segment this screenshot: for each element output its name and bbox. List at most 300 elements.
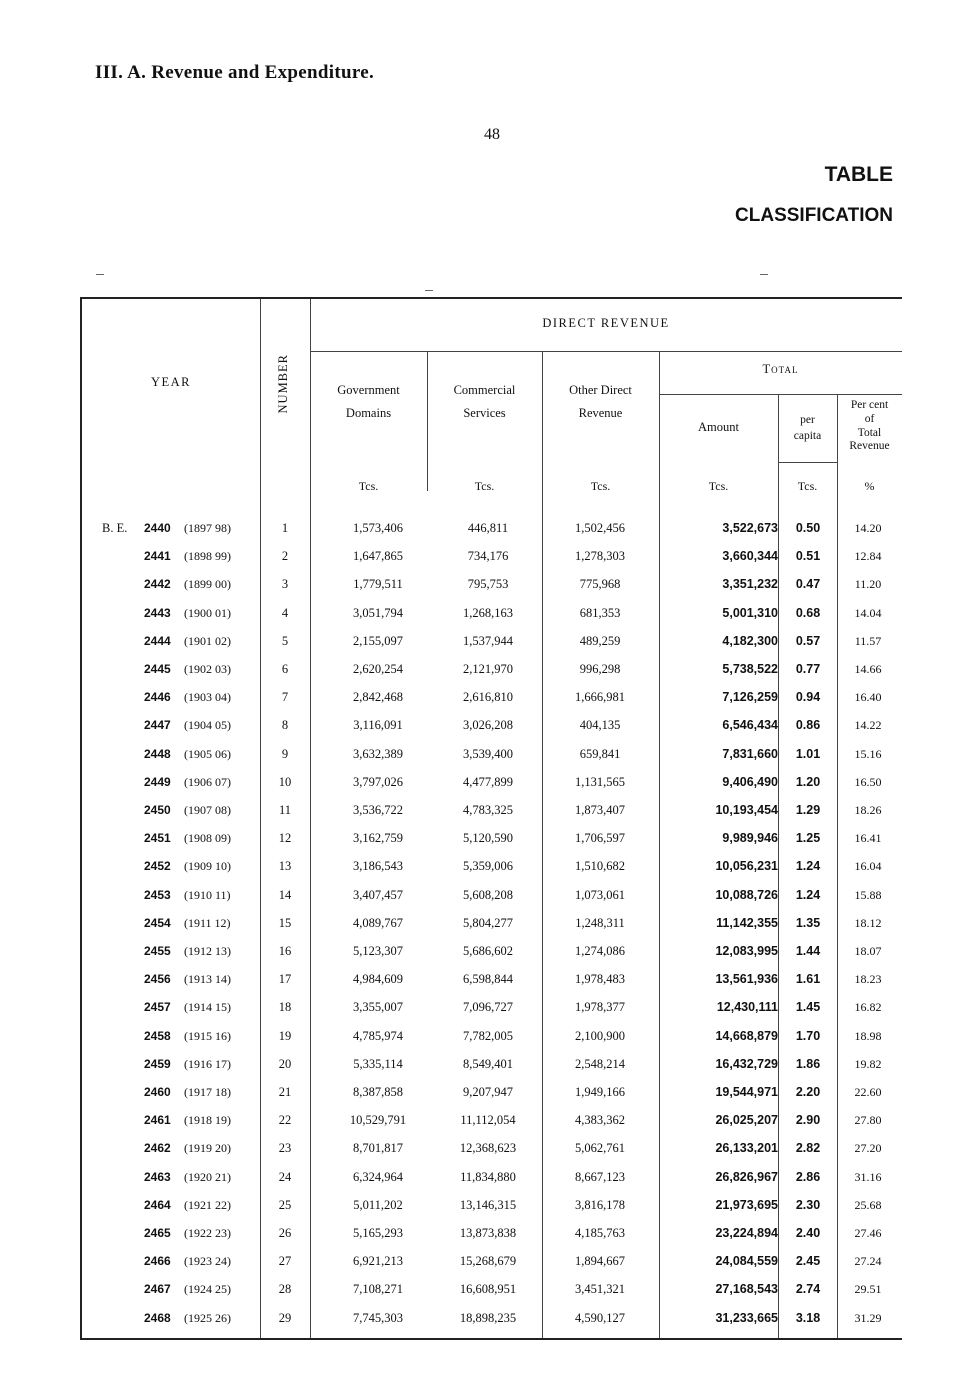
per-capita-line2: capita (793, 429, 822, 442)
government-domains-cell: 8,701,817 (353, 1141, 403, 1156)
other-direct-revenue-cell: 8,667,123 (575, 1169, 625, 1184)
commercial-services-cell: 446,811 (467, 521, 509, 535)
number-cell: 19 (278, 1028, 292, 1043)
percent-header (837, 399, 902, 454)
per-capita-cell: 0.47 (795, 577, 821, 592)
commercial-services-cell: 4,477,899 (463, 774, 513, 789)
ad-year-cell: (1910 11) (184, 887, 231, 902)
ad-year-cell: (1900 01) (184, 605, 231, 620)
commercial-services-cell: 5,804,277 (463, 915, 513, 930)
percent-total-cell: 18.12 (854, 915, 882, 930)
year-cell: 2443 (144, 605, 171, 620)
percent-total-cell: 27.24 (854, 1254, 882, 1269)
gov-header-line1: Government (337, 383, 400, 397)
other-direct-revenue-cell: 1,502,456 (575, 521, 625, 535)
ad-year-cell: (1919 20) (184, 1141, 231, 1156)
commercial-services-cell: 12,368,623 (459, 1141, 517, 1156)
total-amount-cell: 7,126,259 (722, 690, 778, 705)
table-label: TABLE (824, 163, 893, 186)
per-capita-cell: 1.20 (795, 774, 821, 789)
com-header-line1: Commercial (453, 383, 516, 397)
commercial-services-cell: 5,608,208 (463, 887, 513, 902)
percent-total-cell: 15.16 (854, 746, 882, 761)
total-amount-cell: 31,233,665 (715, 1310, 778, 1325)
per-capita-cell: 1.70 (795, 1028, 821, 1043)
government-domains-cell: 4,984,609 (353, 972, 403, 987)
commercial-services-cell: 734,176 (467, 549, 509, 564)
government-domains-cell: 1,647,865 (353, 549, 403, 564)
other-direct-revenue-cell: 3,451,321 (575, 1282, 625, 1297)
total-amount-cell: 3,351,232 (722, 577, 778, 592)
number-cell: 27 (278, 1254, 292, 1269)
ad-year-cell: (1907 08) (184, 803, 231, 817)
page-title: III. A. Revenue and Expenditure. (95, 62, 374, 83)
year-cell: 2454 (144, 915, 171, 930)
government-domains-cell: 5,011,202 (353, 1197, 403, 1212)
ad-year-cell: (1925 26) (184, 1310, 231, 1325)
other-direct-revenue-cell: 1,978,483 (575, 972, 625, 987)
ad-year-cell: (1917 18) (184, 1085, 231, 1099)
commercial-services-cell: 9,207,947 (463, 1085, 513, 1099)
government-domains-cell: 7,745,303 (353, 1310, 403, 1325)
number-cell: 23 (278, 1141, 292, 1156)
government-domains-cell: 3,536,722 (353, 803, 403, 817)
year-cell: 2458 (144, 1028, 171, 1043)
commercial-services-cell: 5,359,006 (463, 859, 513, 874)
table-row (82, 1057, 902, 1085)
per-capita-cell: 2.20 (795, 1085, 821, 1099)
government-domains-cell: 3,632,389 (353, 746, 403, 761)
per-capita-cell: 2.74 (795, 1282, 821, 1297)
ad-year-cell: (1908 09) (184, 831, 231, 846)
total-amount-cell: 11,142,355 (716, 915, 778, 930)
total-amount-cell: 26,826,967 (715, 1169, 778, 1184)
per-capita-cell: 1.25 (795, 831, 821, 846)
percent-total-cell: 14.66 (854, 662, 882, 676)
ad-year-cell: (1918 19) (184, 1113, 231, 1128)
commercial-services-cell: 3,539,400 (463, 746, 513, 761)
table-row (82, 521, 902, 549)
pct-line2: of (864, 412, 875, 425)
other-direct-revenue-cell: 775,968 (579, 577, 621, 592)
per-capita-cell: 1.01 (795, 746, 821, 761)
number-cell: 21 (278, 1085, 292, 1099)
table-row (82, 662, 902, 690)
table-row (82, 606, 902, 634)
ad-year-cell: (1909 10) (184, 859, 231, 874)
table-row (82, 775, 902, 803)
government-domains-cell: 1,573,406 (353, 521, 403, 535)
page-number: 48 (484, 126, 500, 143)
gov-header-line2: Domains (345, 405, 392, 420)
per-capita-cell: 0.86 (795, 718, 821, 733)
per-capita-cell: 2.90 (795, 1113, 821, 1128)
number-cell: 8 (281, 718, 289, 733)
ad-year-cell: (1923 24) (184, 1254, 231, 1269)
percent-total-cell: 11.20 (854, 577, 882, 592)
per-capita-cell: 1.35 (795, 915, 821, 930)
year-header: YEAR (150, 375, 192, 389)
total-amount-cell: 21,973,695 (715, 1197, 778, 1212)
number-cell: 13 (278, 859, 292, 874)
per-capita-cell: 2.30 (795, 1197, 821, 1212)
per-capita-cell: 0.77 (795, 662, 821, 676)
commercial-services-cell: 11,112,054 (460, 1113, 516, 1128)
number-cell: 22 (278, 1113, 292, 1128)
ad-year-cell: (1905 06) (184, 746, 231, 761)
other-direct-revenue-cell: 681,353 (579, 605, 621, 620)
per-capita-cell: 2.45 (795, 1254, 821, 1269)
percent-total-cell: 27.80 (854, 1113, 882, 1128)
percent-total-cell: 11.57 (854, 633, 882, 648)
number-header: NUMBER (276, 354, 290, 414)
number-cell: 24 (278, 1169, 292, 1184)
total-amount-cell: 12,430,111 (716, 1000, 778, 1015)
total-amount-cell: 10,193,454 (715, 803, 778, 817)
percent-total-cell: 14.04 (854, 605, 882, 620)
number-cell: 12 (278, 831, 292, 846)
number-cell: 1 (281, 521, 289, 535)
stray-mark (760, 274, 768, 275)
government-domains-cell: 4,089,767 (353, 915, 403, 930)
ad-year-cell: (1912 13) (184, 944, 231, 958)
government-domains-cell: 5,123,307 (353, 944, 403, 958)
percent-total-cell: 16.04 (854, 859, 882, 874)
year-cell: 2440 (144, 521, 171, 535)
percent-total-cell: 15.88 (854, 887, 882, 902)
number-cell: 14 (278, 887, 292, 902)
table-row (82, 1141, 902, 1169)
total-header: Total (762, 362, 799, 376)
other-direct-revenue-cell: 2,548,214 (575, 1056, 625, 1071)
ad-year-cell: (1903 04) (184, 690, 231, 705)
commercial-services-cell: 7,782,005 (463, 1028, 513, 1043)
government-domains-header (310, 382, 427, 422)
per-capita-cell: 0.57 (795, 633, 821, 648)
other-direct-revenue-cell: 1,894,667 (575, 1254, 625, 1269)
total-amount-cell: 10,056,231 (715, 859, 778, 874)
year-cell: 2468 (144, 1310, 171, 1325)
year-cell: 2447 (144, 718, 171, 733)
commercial-services-cell: 8,549,401 (463, 1056, 513, 1071)
year-cell: 2448 (144, 746, 171, 761)
percent-total-cell: 29.51 (854, 1282, 882, 1297)
ad-year-cell: (1902 03) (184, 662, 231, 676)
ad-year-cell: (1904 05) (184, 718, 231, 733)
commercial-services-cell: 5,686,602 (463, 944, 513, 958)
commercial-services-cell: 13,146,315 (459, 1197, 517, 1212)
per-capita-cell: 0.68 (795, 605, 821, 620)
unit-per-capita: Tcs. (797, 479, 818, 493)
commercial-services-cell: 13,873,838 (459, 1226, 517, 1240)
other-direct-revenue-cell: 489,259 (579, 633, 621, 648)
total-amount-cell: 12,083,995 (715, 944, 778, 958)
other-direct-revenue-cell: 4,383,362 (575, 1113, 625, 1128)
number-cell: 16 (278, 944, 292, 958)
commercial-services-cell: 795,753 (467, 577, 509, 592)
per-capita-cell: 1.29 (795, 803, 821, 817)
ad-year-cell: (1911 12) (184, 915, 231, 930)
government-domains-cell: 3,797,026 (353, 774, 403, 789)
percent-total-cell: 27.46 (854, 1226, 882, 1240)
com-header-line2: Services (463, 405, 506, 420)
year-cell: 2462 (144, 1141, 171, 1156)
ad-year-cell: (1922 23) (184, 1226, 231, 1240)
ad-year-cell: (1898 99) (184, 549, 231, 564)
table-row (82, 1113, 902, 1141)
percent-total-cell: 16.50 (854, 774, 882, 789)
percent-total-cell: 22.60 (854, 1085, 882, 1099)
per-capita-cell: 1.24 (795, 887, 821, 902)
pct-line3: Total (857, 426, 882, 439)
table-row (82, 1170, 902, 1198)
commercial-services-cell: 2,616,810 (463, 690, 513, 705)
table-row (82, 634, 902, 662)
per-capita-line1: per (800, 414, 815, 426)
year-cell: 2441 (144, 549, 171, 564)
government-domains-cell: 6,921,213 (353, 1254, 403, 1269)
table-row (82, 916, 902, 944)
total-amount-cell: 6,546,434 (722, 718, 778, 733)
year-cell: 2465 (144, 1226, 171, 1240)
per-capita-cell: 2.82 (795, 1141, 821, 1156)
commercial-services-cell: 7,096,727 (463, 1000, 513, 1015)
commercial-services-cell: 11,834,880 (460, 1169, 516, 1184)
government-domains-cell: 2,620,254 (353, 662, 403, 676)
total-amount-cell: 7,831,660 (722, 746, 778, 761)
year-cell: 2445 (144, 662, 171, 676)
year-cell: 2444 (144, 633, 171, 648)
total-amount-cell: 3,522,673 (722, 521, 778, 535)
year-cell: 2450 (144, 803, 171, 817)
commercial-services-cell: 1,537,944 (463, 633, 513, 648)
other-direct-revenue-cell: 1,278,303 (575, 549, 625, 564)
stray-mark (96, 274, 104, 275)
year-cell: 2453 (144, 887, 171, 902)
other-direct-revenue-header (542, 382, 659, 422)
ad-year-cell: (1920 21) (184, 1169, 231, 1184)
ad-year-cell: (1914 15) (184, 1000, 231, 1015)
unit-gov: Tcs. (358, 479, 379, 493)
number-cell: 2 (281, 549, 289, 564)
table-row (82, 747, 902, 775)
commercial-services-cell: 1,268,163 (463, 605, 513, 620)
other-direct-revenue-cell: 1,978,377 (575, 1000, 625, 1015)
table-row (82, 803, 902, 831)
table-row (82, 1226, 902, 1254)
number-cell: 6 (281, 662, 289, 676)
per-capita-header (778, 413, 837, 444)
ad-year-cell: (1906 07) (184, 774, 231, 789)
per-capita-cell: 1.86 (795, 1056, 821, 1071)
table-row (82, 831, 902, 859)
pct-line1: Per cent (850, 399, 889, 411)
government-domains-cell: 3,162,759 (353, 831, 403, 846)
table-row (82, 1311, 902, 1339)
total-amount-cell: 19,544,971 (715, 1085, 778, 1099)
total-amount-cell: 23,224,894 (715, 1226, 778, 1240)
other-direct-revenue-cell: 1,510,682 (575, 859, 625, 874)
number-cell: 15 (278, 915, 292, 930)
per-capita-cell: 2.40 (795, 1226, 821, 1240)
total-amount-cell: 10,088,726 (715, 887, 778, 902)
year-cell: 2449 (144, 774, 171, 789)
year-cell: 2463 (144, 1169, 171, 1184)
percent-total-cell: 18.23 (854, 972, 882, 987)
number-cell: 17 (278, 972, 292, 987)
year-cell: 2455 (144, 944, 171, 958)
per-capita-cell: 1.24 (795, 859, 821, 874)
commercial-services-cell: 16,608,951 (459, 1282, 517, 1297)
other-direct-revenue-cell: 1,949,166 (575, 1085, 625, 1099)
government-domains-cell: 1,779,511 (353, 577, 403, 592)
unit-amount: Tcs. (708, 479, 729, 493)
commercial-services-cell: 2,121,970 (463, 662, 513, 676)
ad-year-cell: (1921 22) (184, 1197, 231, 1212)
other-direct-revenue-cell: 5,062,761 (575, 1141, 625, 1156)
total-amount-cell: 24,084,559 (715, 1254, 778, 1269)
per-capita-cell: 3.18 (795, 1310, 821, 1325)
year-cell: 2446 (144, 690, 171, 705)
government-domains-cell: 6,324,964 (353, 1169, 403, 1184)
ad-year-cell: (1899 00) (184, 577, 231, 592)
header-rule (310, 351, 902, 352)
number-cell: 25 (278, 1197, 292, 1212)
table-row (82, 1000, 902, 1028)
per-capita-cell: 0.50 (795, 521, 821, 535)
government-domains-cell: 3,116,091 (353, 718, 403, 733)
other-direct-revenue-cell: 1,706,597 (575, 831, 625, 846)
per-capita-cell: 1.44 (795, 944, 821, 958)
table-row (82, 1198, 902, 1226)
table-row (82, 1282, 902, 1310)
table-row (82, 577, 902, 605)
number-cell: 11 (278, 803, 292, 817)
other-direct-revenue-cell: 4,590,127 (575, 1310, 625, 1325)
government-domains-cell: 3,407,457 (353, 887, 403, 902)
unit-com: Tcs. (474, 479, 495, 493)
per-capita-cell: 1.61 (795, 972, 821, 987)
oth-header-line2: Revenue (578, 405, 623, 420)
number-cell: 4 (281, 605, 289, 620)
total-amount-cell: 13,561,936 (715, 972, 778, 987)
number-cell: 5 (281, 633, 289, 648)
government-domains-cell: 2,155,097 (353, 633, 403, 648)
percent-total-cell: 14.20 (854, 521, 882, 535)
number-cell: 7 (281, 690, 289, 705)
other-direct-revenue-cell: 1,666,981 (575, 690, 625, 705)
total-amount-cell: 9,989,946 (722, 831, 778, 846)
ad-year-cell: (1897 98) (184, 521, 231, 535)
ad-year-cell: (1916 17) (184, 1056, 231, 1071)
government-domains-cell: 5,335,114 (353, 1056, 403, 1071)
government-domains-cell: 8,387,858 (353, 1085, 403, 1099)
year-cell: 2456 (144, 972, 171, 987)
header-rule (778, 462, 837, 463)
commercial-services-cell: 15,268,679 (459, 1254, 517, 1269)
other-direct-revenue-cell: 1,073,061 (575, 887, 625, 902)
percent-total-cell: 16.40 (854, 690, 882, 705)
total-amount-cell: 27,168,543 (715, 1282, 778, 1297)
other-direct-revenue-cell: 1,248,311 (575, 915, 625, 930)
other-direct-revenue-cell: 2,100,900 (575, 1028, 625, 1043)
year-cell: 2442 (144, 577, 171, 592)
table-row (82, 888, 902, 916)
ad-year-cell: (1913 14) (184, 972, 231, 987)
unit-pct: % (864, 479, 875, 493)
total-amount-cell: 14,668,879 (715, 1028, 778, 1043)
percent-total-cell: 19.82 (854, 1056, 882, 1071)
percent-total-cell: 31.29 (854, 1310, 882, 1325)
table-row (82, 1029, 902, 1057)
other-direct-revenue-cell: 3,816,178 (575, 1197, 625, 1212)
per-capita-cell: 0.51 (795, 549, 821, 564)
commercial-services-cell: 3,026,208 (463, 718, 513, 733)
year-cell: 2464 (144, 1197, 171, 1212)
per-capita-cell: 2.86 (795, 1169, 821, 1184)
number-cell: 9 (281, 746, 289, 761)
year-cell: 2457 (144, 1000, 171, 1015)
number-cell: 26 (278, 1226, 292, 1240)
number-cell: 29 (278, 1310, 292, 1325)
table-row (82, 859, 902, 887)
percent-total-cell: 18.98 (854, 1028, 882, 1043)
percent-total-cell: 16.41 (854, 831, 882, 846)
commercial-services-cell: 5,120,590 (463, 831, 513, 846)
table-subtitle: CLASSIFICATION (735, 205, 893, 226)
revenue-table (80, 297, 902, 1340)
year-cell: 2460 (144, 1085, 171, 1099)
table-row (82, 944, 902, 972)
other-direct-revenue-cell: 1,873,407 (575, 803, 625, 817)
era-prefix: B. E. (102, 521, 128, 535)
total-amount-cell: 9,406,490 (722, 774, 778, 789)
total-amount-cell: 5,001,310 (722, 605, 778, 620)
other-direct-revenue-cell: 404,135 (579, 718, 621, 733)
government-domains-cell: 2,842,468 (353, 690, 403, 705)
total-amount-cell: 3,660,344 (722, 549, 778, 564)
government-domains-cell: 7,108,271 (353, 1282, 403, 1297)
number-cell: 18 (278, 1000, 292, 1015)
percent-total-cell: 18.26 (854, 803, 882, 817)
number-cell: 10 (278, 774, 292, 789)
commercial-services-cell: 18,898,235 (459, 1310, 517, 1325)
government-domains-cell: 5,165,293 (353, 1226, 403, 1240)
other-direct-revenue-cell: 996,298 (579, 662, 621, 676)
other-direct-revenue-cell: 659,841 (579, 746, 621, 761)
amount-header: Amount (698, 420, 739, 434)
total-amount-cell: 26,025,207 (715, 1113, 778, 1128)
unit-oth: Tcs. (590, 479, 611, 493)
percent-total-cell: 14.22 (854, 718, 882, 733)
number-cell: 20 (278, 1056, 292, 1071)
per-capita-cell: 0.94 (795, 690, 821, 705)
percent-total-cell: 12.84 (854, 549, 882, 564)
total-amount-cell: 16,432,729 (715, 1056, 778, 1071)
percent-total-cell: 18.07 (854, 944, 882, 958)
ad-year-cell: (1924 25) (184, 1282, 231, 1297)
percent-total-cell: 16.82 (854, 1000, 882, 1015)
year-cell: 2467 (144, 1282, 171, 1297)
year-cell: 2466 (144, 1254, 171, 1269)
year-cell: 2452 (144, 859, 171, 874)
government-domains-cell: 3,051,794 (353, 605, 403, 620)
year-cell: 2461 (144, 1113, 171, 1128)
government-domains-cell: 3,355,007 (353, 1000, 403, 1015)
year-cell: 2459 (144, 1056, 171, 1071)
table-row (82, 1254, 902, 1282)
table-row (82, 718, 902, 746)
